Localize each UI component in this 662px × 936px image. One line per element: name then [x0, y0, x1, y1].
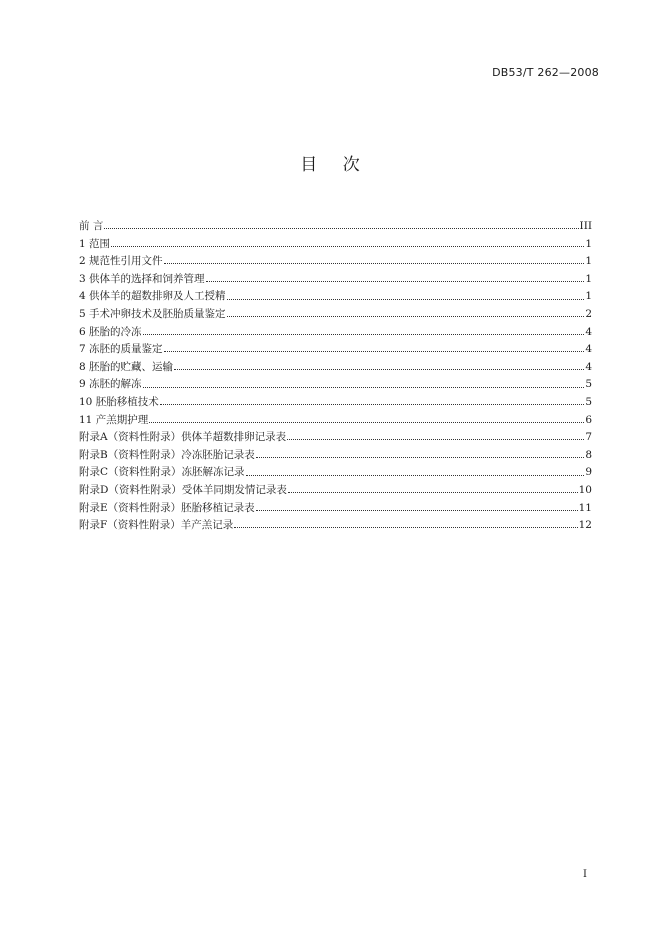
toc-entry-page: 10: [578, 483, 592, 496]
toc-entry-page: 1: [585, 255, 592, 268]
toc-dot-leader: [227, 299, 585, 300]
toc-entry-label: 4 供体羊的超数排卵及人工授精: [79, 290, 226, 303]
toc-entry-label: 附录D（资料性附录）受体羊同期发情记录表: [79, 483, 287, 496]
toc-dot-leader: [227, 316, 585, 317]
toc-entry-page: 1: [585, 237, 592, 250]
toc-entry[interactable]: [79, 324, 592, 342]
toc-entry-label: 11 产羔期护理: [79, 413, 149, 426]
toc-dot-leader: [234, 527, 577, 528]
toc-dot-leader: [288, 492, 578, 493]
toc-entry-label: 9 冻胚的解冻: [79, 378, 142, 391]
toc-dot-leader: [160, 404, 585, 405]
toc-entry[interactable]: [79, 482, 592, 500]
toc-dot-leader: [149, 422, 584, 423]
toc-entry-label: 8 胚胎的贮藏、运输: [79, 360, 174, 373]
toc-entry-label: 附录E（资料性附录）胚胎移植记录表: [79, 501, 255, 514]
toc-entry-label: 3 供体羊的选择和饲养管理: [79, 272, 205, 285]
toc-entry[interactable]: [79, 394, 592, 412]
toc-entry[interactable]: [79, 236, 592, 254]
document-code: DB53/T 262—2008: [492, 66, 599, 79]
toc-dot-leader: [104, 228, 578, 229]
toc-entry-label: 前 言: [79, 220, 104, 232]
toc-entry-label: 6 胚胎的冷冻: [79, 325, 142, 338]
toc-entry-label: 附录F（资料性附录）羊产羔记录: [79, 519, 234, 532]
toc-entry-page: 4: [585, 343, 592, 356]
toc-entry-page: 5: [585, 395, 592, 408]
toc-dot-leader: [256, 457, 585, 458]
toc-entry-page: 8: [585, 448, 592, 461]
toc-dot-leader: [206, 281, 585, 282]
toc-dot-leader: [174, 369, 584, 370]
toc-entry[interactable]: [79, 218, 592, 236]
toc-dot-leader: [111, 246, 584, 247]
toc-entry-label: 附录C（资料性附录）冻胚解冻记录: [79, 466, 245, 479]
toc-entry-page: 1: [585, 290, 592, 303]
toc-entry-label: 1 范围: [79, 237, 111, 250]
toc-entry-page: 2: [585, 307, 592, 320]
toc-entry[interactable]: [79, 447, 592, 465]
toc-entry[interactable]: [79, 500, 592, 518]
toc-dot-leader: [143, 387, 585, 388]
toc-dot-leader: [246, 475, 585, 476]
toc-entry-page: 9: [585, 466, 592, 479]
toc-entry-page: 6: [585, 413, 592, 426]
table-of-contents: [79, 218, 592, 535]
toc-entry-label: 2 规范性引用文件: [79, 255, 163, 268]
toc-entry[interactable]: [79, 517, 592, 535]
toc-dot-leader: [287, 439, 584, 440]
toc-dot-leader: [256, 510, 578, 511]
toc-entry-page: III: [579, 220, 592, 232]
page-number: I: [583, 869, 587, 880]
toc-dot-leader: [164, 263, 585, 264]
toc-entry[interactable]: [79, 306, 592, 324]
toc-entry[interactable]: [79, 412, 592, 430]
toc-entry-label: 7 冻胚的质量鉴定: [79, 343, 163, 356]
toc-entry[interactable]: [79, 429, 592, 447]
toc-entry[interactable]: [79, 359, 592, 377]
toc-entry-page: 7: [585, 431, 592, 444]
toc-entry[interactable]: [79, 464, 592, 482]
toc-dot-leader: [143, 334, 585, 335]
toc-entry-label: 10 胚胎移植技术: [79, 395, 159, 408]
toc-entry-label: 5 手术冲卵技术及胚胎质量鉴定: [79, 307, 226, 320]
toc-entry[interactable]: [79, 341, 592, 359]
toc-dot-leader: [164, 351, 585, 352]
toc-entry[interactable]: [79, 253, 592, 271]
toc-entry-page: 4: [585, 360, 592, 373]
page-title: 目 次: [300, 155, 370, 175]
toc-entry-label: 附录A（资料性附录）供体羊超数排卵记录表: [79, 431, 287, 444]
toc-entry[interactable]: [79, 288, 592, 306]
toc-entry-page: 1: [585, 272, 592, 285]
toc-entry-page: 4: [585, 325, 592, 338]
toc-entry-label: 附录B（资料性附录）冷冻胚胎记录表: [79, 448, 255, 461]
toc-entry[interactable]: [79, 271, 592, 289]
toc-entry-page: 12: [578, 519, 592, 532]
toc-entry[interactable]: [79, 376, 592, 394]
toc-entry-page: 5: [585, 378, 592, 391]
toc-entry-page: 11: [578, 501, 592, 514]
